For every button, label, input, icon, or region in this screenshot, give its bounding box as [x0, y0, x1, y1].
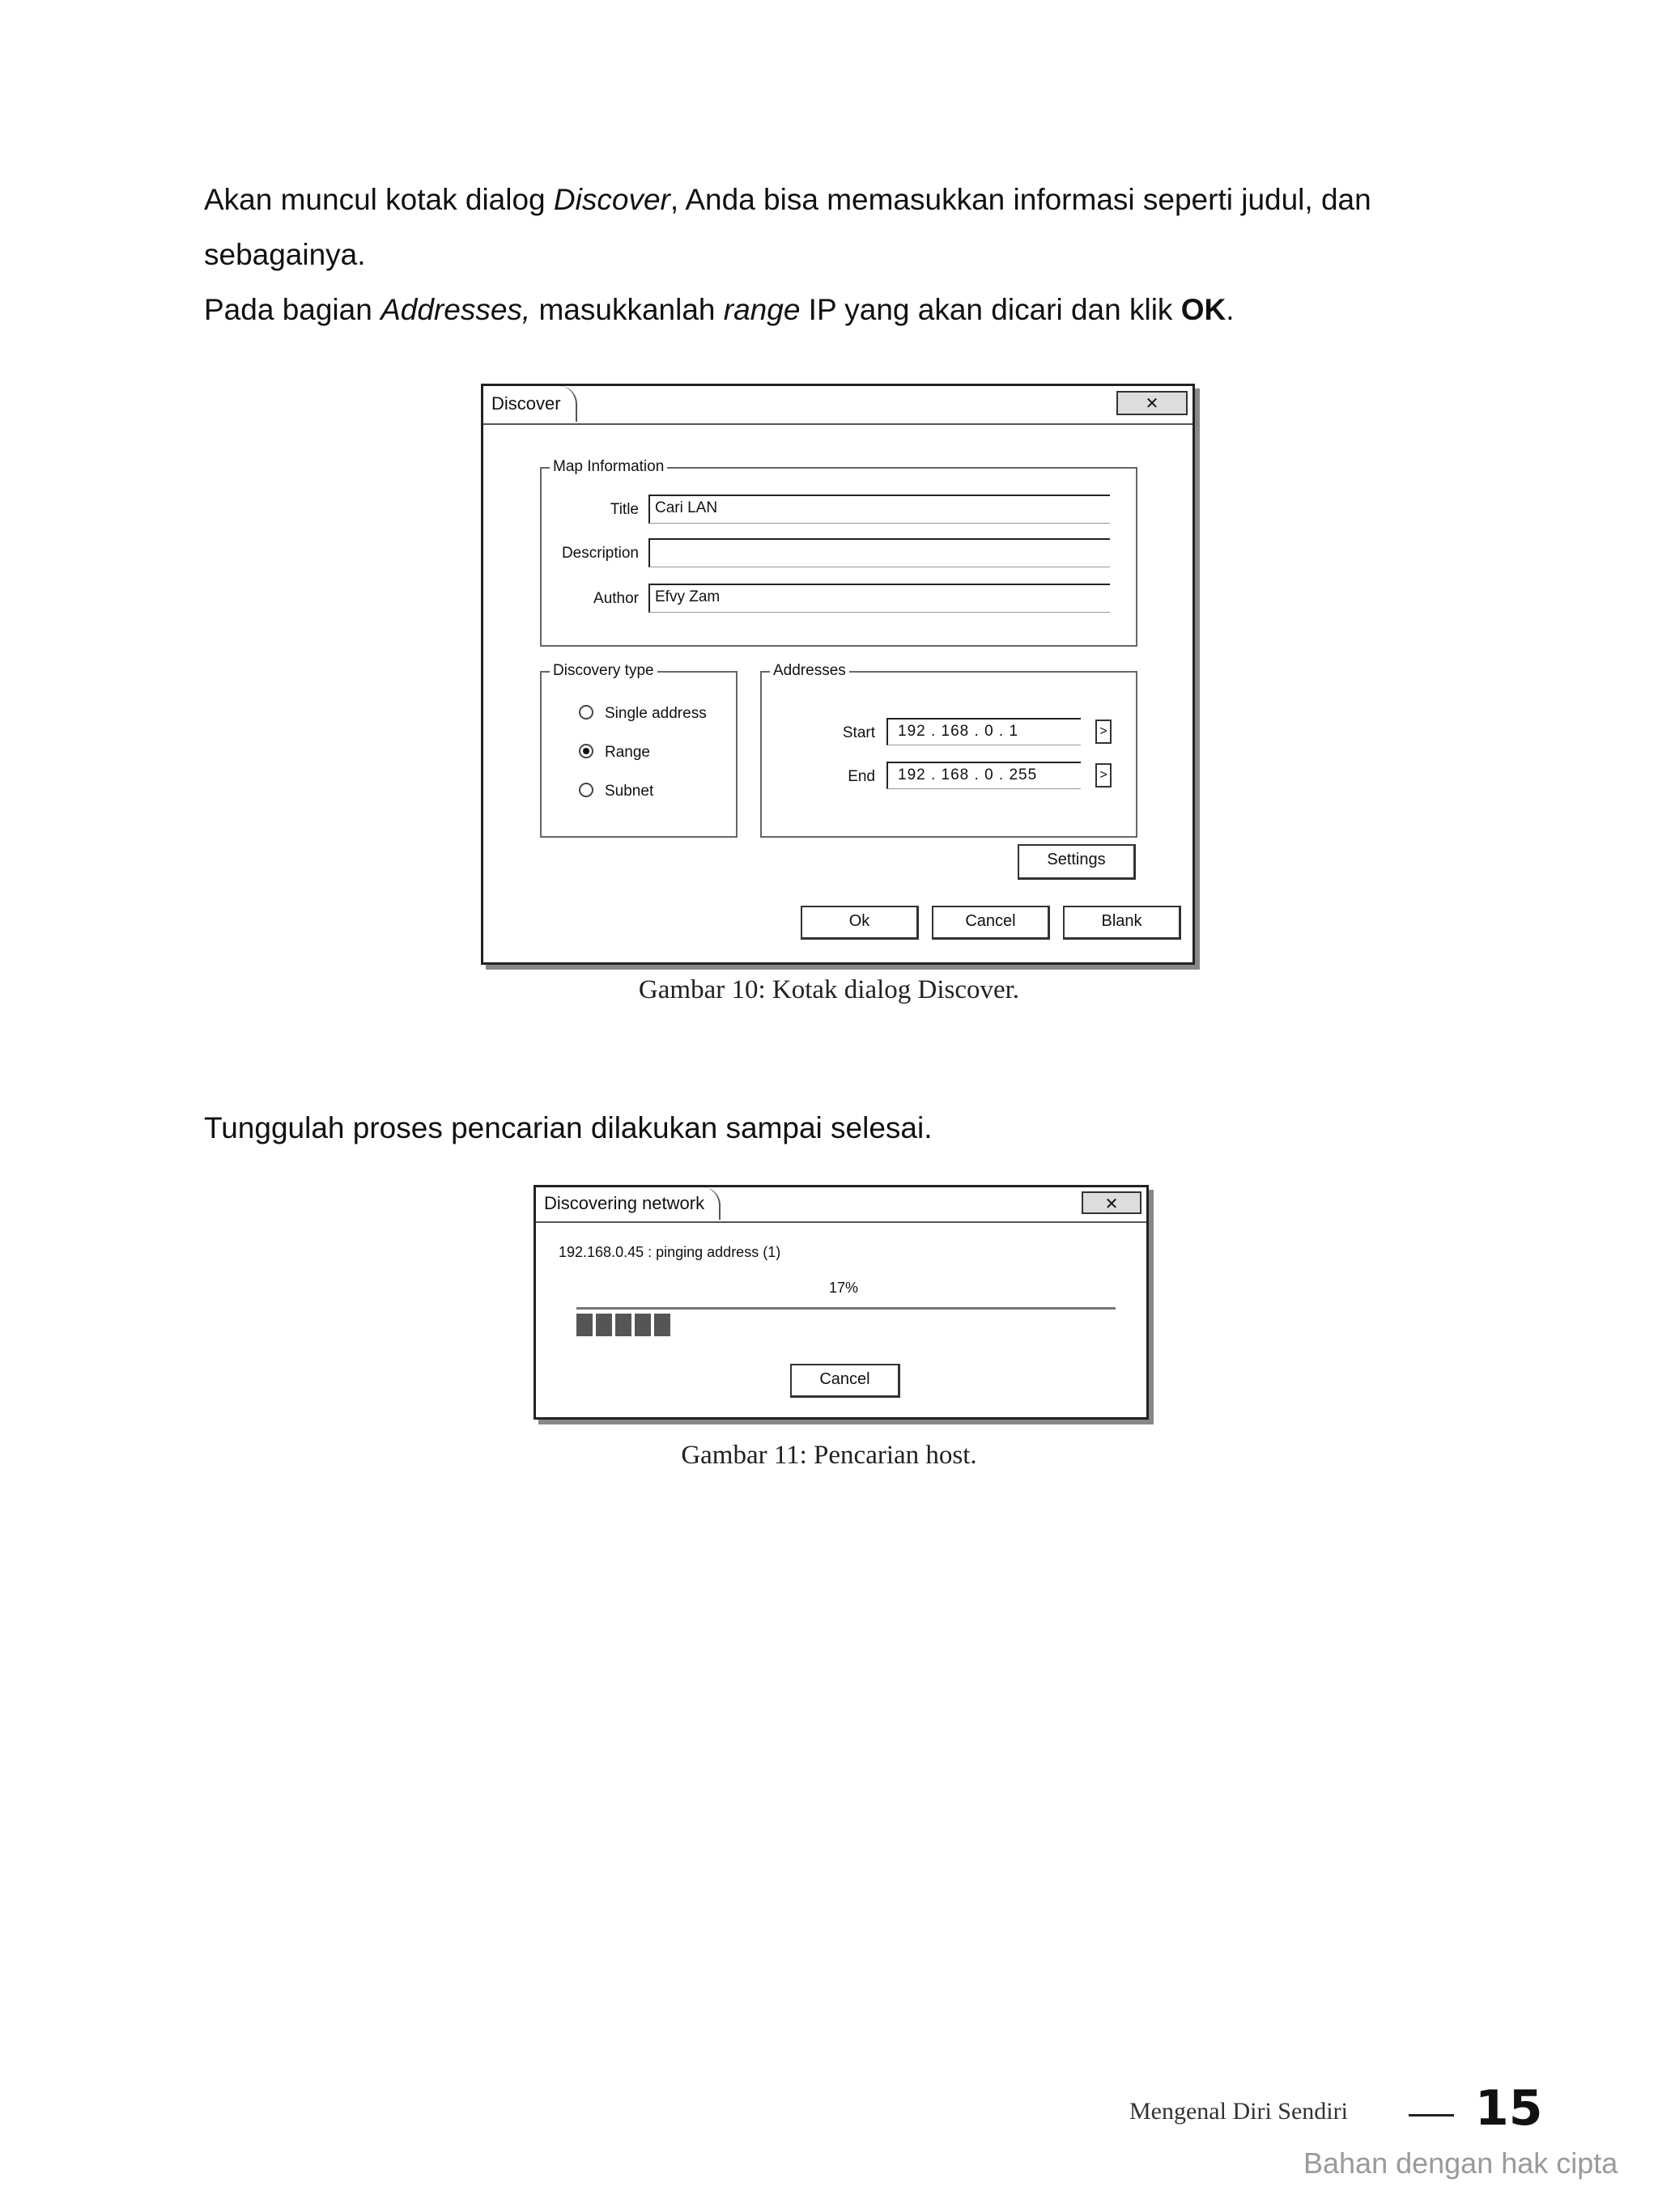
radio-subnet[interactable] — [579, 781, 653, 802]
progress-titlebar — [536, 1187, 1146, 1223]
progress-percent: 17% — [828, 1280, 859, 1296]
cancel-button[interactable]: Cancel — [932, 906, 1050, 940]
intro-text: . — [1226, 293, 1235, 326]
radio-range[interactable] — [579, 742, 650, 763]
ok-button[interactable]: Ok — [801, 906, 919, 940]
intro-text: masukkanlah — [530, 293, 724, 326]
radio-icon — [579, 783, 593, 797]
close-icon[interactable]: ✕ — [1082, 1191, 1141, 1214]
progress-title: Discovering network — [536, 1187, 721, 1220]
intro-text: IP yang akan dicari dan klik — [800, 293, 1181, 326]
radio-selected-icon — [579, 744, 593, 758]
intro-italic-discover: Discover — [553, 183, 670, 216]
settings-button[interactable]: Settings — [1018, 844, 1136, 880]
discovering-network-dialog — [534, 1185, 1149, 1420]
title-field[interactable]: Cari LAN — [648, 495, 1110, 524]
intro-line-2 — [204, 227, 1499, 282]
discover-dialog — [481, 384, 1195, 965]
map-information-label: Map Information — [550, 457, 667, 477]
blank-button[interactable]: Blank — [1063, 906, 1181, 940]
intro-text: sebagainya. — [204, 238, 366, 271]
progress-block — [576, 1314, 593, 1336]
intro-line-1 — [204, 172, 1499, 227]
start-arrow-icon[interactable]: > — [1095, 720, 1112, 744]
figure-caption-11: Gambar 11: Pencarian host. — [681, 1441, 977, 1470]
intro-italic-addresses: Addresses, — [380, 293, 531, 326]
title-label: Title — [610, 501, 639, 518]
radio-icon — [579, 705, 593, 720]
intro-text: Pada bagian — [204, 293, 381, 326]
radio-single-address[interactable] — [579, 703, 707, 724]
close-icon[interactable]: ✕ — [1116, 391, 1188, 415]
author-field[interactable]: Efvy Zam — [648, 584, 1110, 613]
progress-block — [654, 1314, 670, 1336]
radio-label: Subnet — [605, 783, 654, 800]
intro-line-3 — [204, 282, 1499, 338]
intro-text: Akan muncul kotak dialog — [204, 183, 554, 216]
progress-block — [596, 1314, 612, 1336]
map-information-group — [540, 458, 1137, 647]
discovery-type-group — [540, 662, 738, 838]
wait-text: Tunggulah proses pencarian dilakukan sampai selesai. — [204, 1111, 933, 1144]
footer-chapter: Mengenal Diri Sendiri — [1129, 2098, 1348, 2125]
discovery-type-label: Discovery type — [550, 661, 657, 681]
description-field[interactable] — [648, 538, 1110, 567]
addresses-group — [760, 662, 1137, 838]
intro-italic-range: range — [723, 293, 801, 326]
watermark: Bahan dengan hak cipta — [1303, 2146, 1618, 2180]
discover-title: Discover — [483, 386, 577, 422]
progress-status-text: 192.168.0.45 : pinging address (1) — [559, 1244, 781, 1260]
radio-label: Single address — [605, 705, 707, 722]
start-ip-field[interactable]: 192 . 168 . 0 . 1 — [886, 718, 1081, 745]
description-label: Description — [561, 545, 639, 562]
start-label: Start — [842, 724, 875, 741]
intro-bold-ok: OK — [1180, 293, 1226, 326]
figure-caption-10: Gambar 10: Kotak dialog Discover. — [638, 975, 1020, 1004]
progress-track — [576, 1307, 1116, 1310]
author-label: Author — [593, 590, 639, 607]
end-ip-field[interactable]: 192 . 168 . 0 . 255 — [886, 762, 1081, 789]
cancel-button[interactable]: Cancel — [790, 1364, 900, 1398]
page-number: 15 — [1475, 2080, 1543, 2137]
end-arrow-icon[interactable]: > — [1095, 763, 1112, 788]
end-label: End — [848, 768, 875, 785]
progress-block — [615, 1314, 631, 1336]
progress-block — [635, 1314, 651, 1336]
discover-titlebar — [483, 386, 1192, 425]
radio-label: Range — [605, 744, 650, 761]
intro-text: , Anda bisa memasukkan informasi seperti judul, dan — [670, 183, 1371, 216]
footer-divider — [1409, 2114, 1454, 2116]
progress-bar — [576, 1314, 670, 1336]
addresses-label: Addresses — [770, 661, 849, 681]
